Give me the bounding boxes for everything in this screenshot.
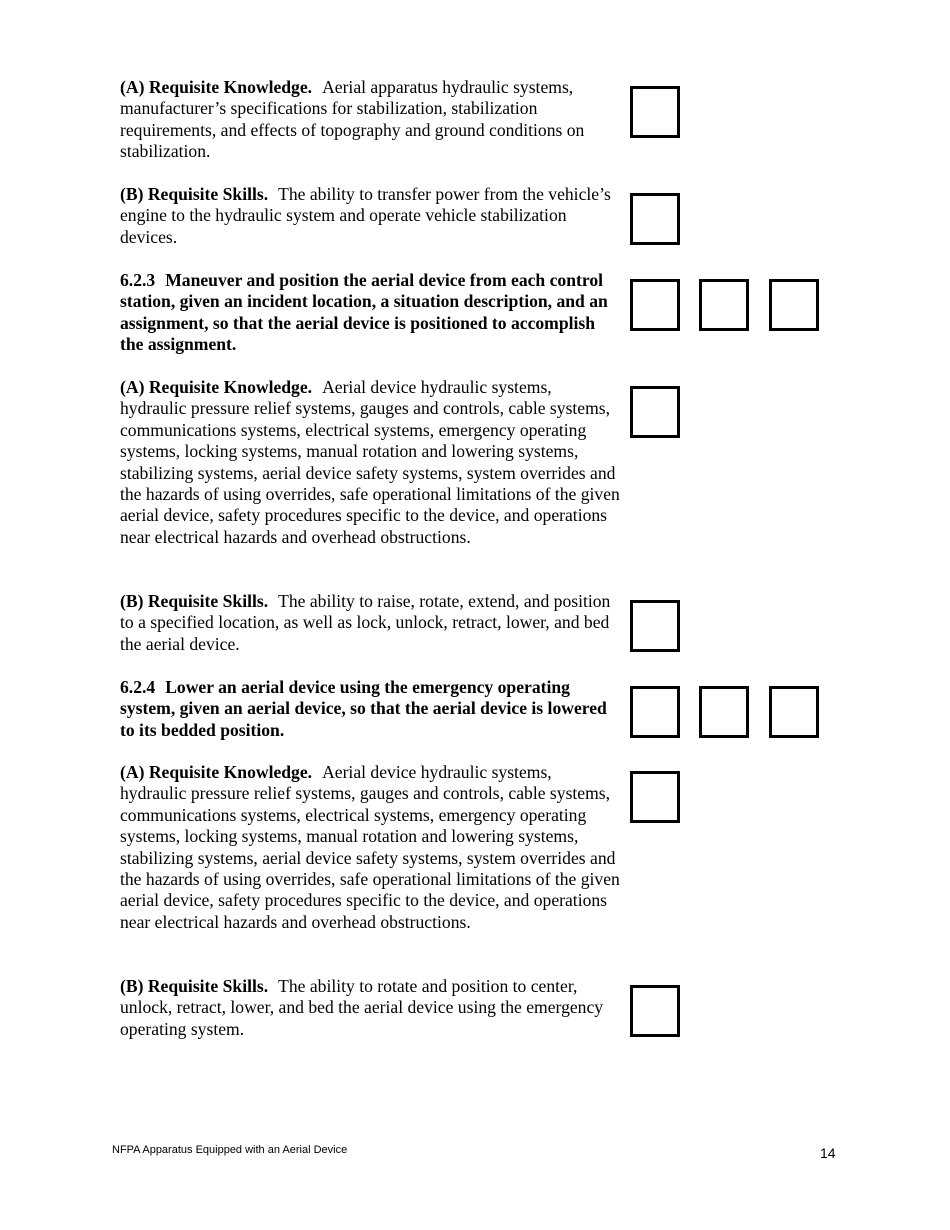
- checkbox-6-2-3-knowledge[interactable]: [630, 386, 680, 438]
- requisite-knowledge-paragraph-6-2-3: [120, 377, 620, 548]
- paragraph-lead: (B) Requisite Skills.: [120, 591, 269, 611]
- requisite-skills-paragraph-6-2-2: [120, 184, 620, 248]
- paragraph-lead: (B) Requisite Skills.: [120, 184, 269, 204]
- paragraph-text: The ability to rotate and position to center, unlock, retract, lower, and bed the aerial device using the emergency operating system.: [120, 976, 604, 1039]
- paragraph-text: The ability to raise, rotate, extend, and position to a specified location, as well as lock, unlock, retract, lower, and bed the aerial device.: [120, 591, 611, 654]
- checkbox-6-2-2-knowledge[interactable]: [630, 86, 680, 138]
- page-number: 14: [820, 1145, 836, 1161]
- section-heading-text: Maneuver and position the aerial device from each control station, given an incident location, a situation description, and an assignment, so that the aerial device is positioned to accomplish the assignment.: [120, 270, 608, 355]
- paragraph-lead: (B) Requisite Skills.: [120, 976, 269, 996]
- checkbox-6-2-3-a[interactable]: [630, 279, 680, 331]
- paragraph-text: Aerial device hydraulic systems, hydraulic pressure relief systems, gauges and controls, cable systems, communications systems, electrical systems, emergency operating systems, locking systems, manual rotation and lowering systems, stabilizing systems, aerial device safety systems, system overrides and the hazards of using overrides, safe operational limitations of the given aerial device, safety procedures specific to the device, and operations near electrical hazards and overhead obstructions.: [120, 762, 620, 932]
- section-heading-text: Lower an aerial device using the emergency operating system, given an aerial device, so that the aerial device is lowered to its bedded position.: [120, 677, 607, 740]
- checkbox-6-2-2-skills[interactable]: [630, 193, 680, 245]
- paragraph-text: The ability to transfer power from the vehicle’s engine to the hydraulic system and operate vehicle stabilization devices.: [120, 184, 611, 247]
- paragraph-lead: (A) Requisite Knowledge.: [120, 762, 313, 782]
- checkbox-6-2-3-c[interactable]: [769, 279, 819, 331]
- requisite-knowledge-paragraph-6-2-4: [120, 762, 620, 933]
- section-number: 6.2.3: [120, 270, 156, 290]
- checkbox-6-2-4-skills[interactable]: [630, 985, 680, 1037]
- requisite-knowledge-paragraph-6-2-2: [120, 77, 620, 163]
- checkbox-6-2-4-knowledge[interactable]: [630, 771, 680, 823]
- checkbox-6-2-4-a[interactable]: [630, 686, 680, 738]
- paragraph-lead: (A) Requisite Knowledge.: [120, 377, 313, 397]
- paragraph-text: Aerial device hydraulic systems, hydraulic pressure relief systems, gauges and controls, cable systems, communications systems, electrical systems, emergency operating systems, locking systems, manual rotation and lowering systems, stabilizing systems, aerial device safety systems, system overrides and the hazards of using overrides, safe operational limitations of the given aerial device, safety procedures specific to the device, and operations near electrical hazards and overhead obstructions.: [120, 377, 620, 547]
- section-heading-6-2-3: [120, 270, 620, 356]
- paragraph-text: Aerial apparatus hydraulic systems, manufacturer’s specifications for stabilization, stabilization requirements, and effects of topography and ground conditions on stabilization.: [120, 77, 585, 162]
- checkbox-6-2-4-b[interactable]: [699, 686, 749, 738]
- paragraph-lead: (A) Requisite Knowledge.: [120, 77, 313, 97]
- footer-title: NFPA Apparatus Equipped with an Aerial Device: [112, 1144, 348, 1156]
- checkbox-6-2-4-c[interactable]: [769, 686, 819, 738]
- checkbox-6-2-3-b[interactable]: [699, 279, 749, 331]
- section-number: 6.2.4: [120, 677, 156, 697]
- requisite-skills-paragraph-6-2-3: [120, 591, 620, 655]
- requisite-skills-paragraph-6-2-4: [120, 976, 620, 1040]
- section-heading-6-2-4: [120, 677, 620, 741]
- checkbox-6-2-3-skills[interactable]: [630, 600, 680, 652]
